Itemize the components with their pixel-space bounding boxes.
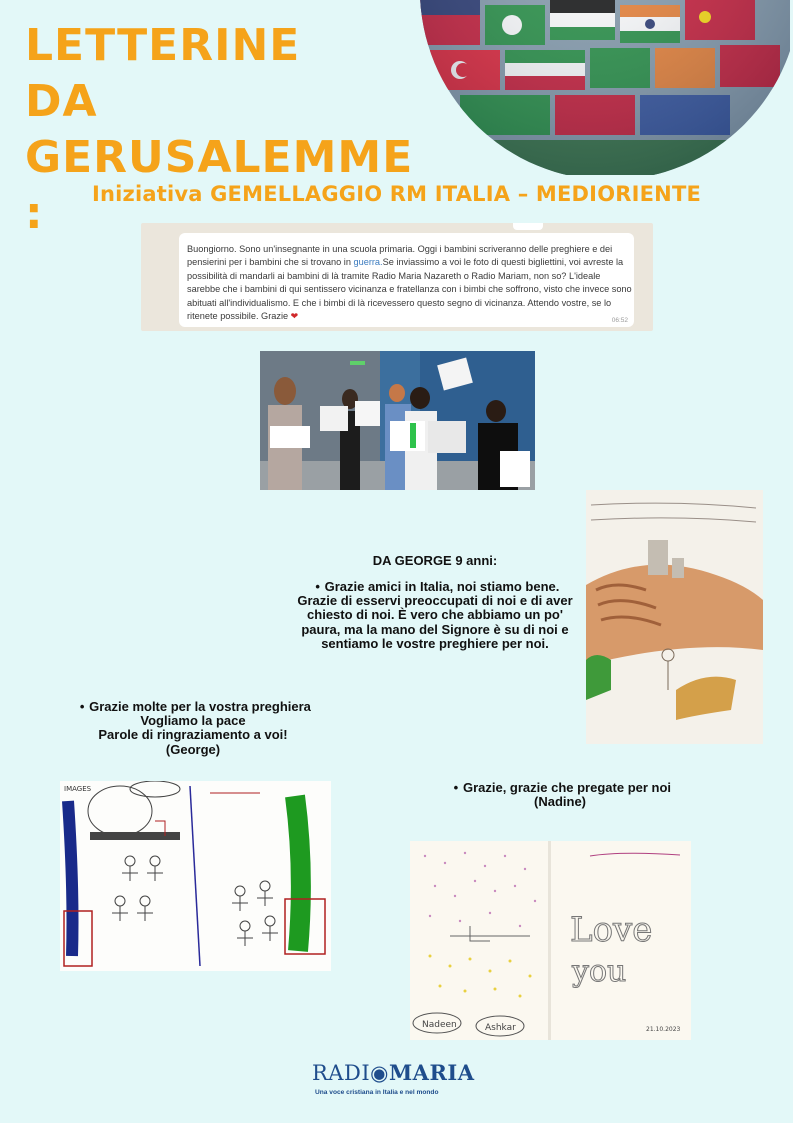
left-note-line-4: (George) xyxy=(165,741,221,757)
logo-word-maria: MARIA xyxy=(388,1060,475,1085)
nadine-line-1-text: Grazie, grazie che pregate per noi xyxy=(462,780,672,795)
globe-icon: ◉ xyxy=(370,1061,389,1085)
drawing-date: 21.10.2023 xyxy=(646,1026,681,1033)
george-heading: DA GEORGE 9 anni: xyxy=(372,553,498,568)
nadine-line-1 xyxy=(420,781,700,795)
chat-message-text xyxy=(187,243,632,323)
chat-previous-bubble xyxy=(513,223,543,230)
title-line-1: LETTERINE DA xyxy=(25,20,301,127)
logo-word-radio: RADI xyxy=(312,1061,371,1085)
drawing-love-you xyxy=(410,841,691,1040)
chat-text-part2: Se inviassimo a voi le foto di questi bigliettini, voi avreste la possibilità di mandarli ai bambini di là tramite Radio Maria Nazareth o Radio Mariam, non so? L'ideale sarebbe che i bambini di qui sentissero vicinanza e fratellanza con i bimbi che soffrono, visto che invece sono abituati all'individualismo. E che i bimbi di là ricevessero questo segno di vicinanza. Attendo vostre, se lo ritenete possibile. Grazie xyxy=(187,257,632,322)
bullet-icon: • xyxy=(79,699,85,714)
nadine-line-2: (Nadine) xyxy=(534,794,586,810)
chat-timestamp: 06:52 xyxy=(611,317,628,324)
children-photo xyxy=(260,351,535,490)
bullet-icon: • xyxy=(453,780,459,795)
left-note-line-1 xyxy=(58,700,328,714)
drawing-hand-of-god xyxy=(586,490,763,744)
george-thanks-note xyxy=(58,700,328,757)
radio-maria-logo xyxy=(312,1060,482,1102)
drawing-label: IMAGES xyxy=(64,785,92,793)
chat-bubble xyxy=(179,233,634,327)
bullet-icon: • xyxy=(315,579,320,594)
heart-emoji-icon: ❤ xyxy=(290,311,299,322)
logo-tagline: Una voce cristiana in Italia e nel mondo xyxy=(315,1089,439,1096)
title-line-2: GERUSALEMME : xyxy=(25,132,414,239)
left-note-line-3: Parole di ringraziamento a voi! xyxy=(98,727,288,743)
drawing-surname-label: Ashkar xyxy=(485,1023,516,1033)
drawing-trees-people xyxy=(60,781,331,971)
nadine-thanks-note xyxy=(420,781,700,809)
left-note-line-2: Vogliamo la pace xyxy=(140,713,246,729)
left-note-line-1-text: Grazie molte per la vostra preghiera xyxy=(89,699,311,714)
drawing-you-text: you xyxy=(572,954,627,989)
chat-link: guerra. xyxy=(353,257,383,268)
chat-screenshot xyxy=(141,223,653,331)
page-subtitle: Iniziativa GEMELLAGGIO RM ITALIA – MEDIORIENTE xyxy=(91,182,702,206)
logo-wordmark xyxy=(312,1060,482,1085)
flags-globe-image xyxy=(400,0,790,175)
chat-text-part1: Buongiorno. Sono un'insegnante in una scuola primaria. Oggi i bambini scriveranno delle preghiere e dei pensierini per i bambini che si trovano in xyxy=(187,244,613,268)
drawing-name-label: Nadeen xyxy=(422,1020,457,1030)
george-message-text: Grazie amici in Italia, noi stiamo bene. Grazie di esservi preoccupati di noi e di aver chiesto di noi. È vero che abbiamo un po' paura, ma la mano del Signore è su di noi e sentiamo le vostre preghiere per noi. xyxy=(297,579,573,651)
drawing-love-text: Love xyxy=(570,910,653,950)
george-message xyxy=(290,580,580,651)
